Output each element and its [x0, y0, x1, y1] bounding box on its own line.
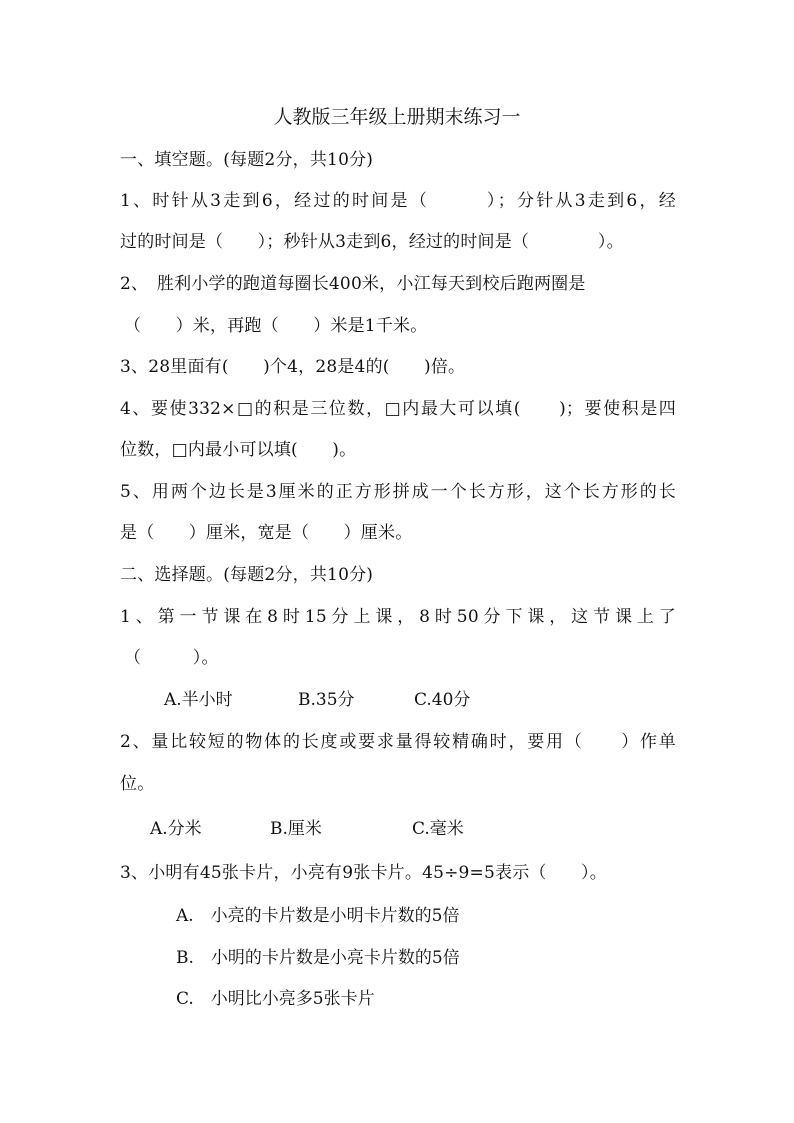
question-2-3-line-1: 3、小明有45张卡片，小亮有9张卡片。45÷9=5表示（ ）。: [120, 863, 607, 883]
question-1-2-line-2: （ ）米，再跑（ ）米是1千米。: [124, 316, 428, 336]
question-1-4-line-1: 4、要使332×□的积是三位数，□内最大可以填( )；要使积是四: [120, 399, 676, 419]
question-1-2-line-1: 2、 胜利小学的跑道每圈长400米，小江每天到校后跑两圈是: [120, 274, 586, 294]
section-2-heading: 二、选择题。(每题2分，共10分): [120, 565, 374, 585]
question-2-1-line-2: （ ）。: [124, 648, 219, 668]
section-1-heading: 一、填空题。(每题2分，共10分): [120, 150, 374, 170]
question-2-1-option-a: A.半小时: [164, 690, 233, 710]
question-2-1-option-b: B.35分: [298, 690, 355, 710]
question-2-2-line-2: 位。: [120, 774, 155, 794]
page-title: 人教版三年级上册期末练习一: [273, 106, 521, 128]
question-2-1-line-1: 1、第一节课在8时15分上课，8时50分下课，这节课上了: [120, 607, 676, 627]
question-1-5-line-1: 5、用两个边长是3厘米的正方形拼成一个长方形，这个长方形的长: [120, 482, 676, 502]
question-1-5-line-2: 是（ ）厘米，宽是（ ）厘米。: [120, 523, 413, 543]
question-1-4-line-2: 位数，□内最小可以填( )。: [120, 440, 357, 460]
question-2-3-option-a: A. 小亮的卡片数是小明卡片数的5倍: [176, 906, 460, 926]
question-2-1-option-c: C.40分: [414, 690, 471, 710]
question-1-3: 3、28里面有( )个4，28是4的( )倍。: [120, 357, 466, 377]
question-2-3-option-b: B. 小明的卡片数是小亮卡片数的5倍: [176, 948, 460, 968]
question-2-2-option-a: A.分米: [150, 819, 202, 839]
question-1-1-line-2: 过的时间是（ ）；秒针从3走到6，经过的时间是（ ）。: [120, 232, 624, 252]
question-2-3-option-c: C. 小明比小亮多5张卡片: [176, 989, 375, 1009]
question-2-2-option-b: B.厘米: [270, 819, 322, 839]
question-2-2-line-1: 2、量比较短的物体的长度或要求量得较精确时，要用（ ）作单: [120, 732, 676, 752]
question-2-2-option-c: C.毫米: [412, 819, 464, 839]
question-1-1-line-1: 1、时针从3走到6，经过的时间是（ ）；分针从3走到6，经: [120, 191, 676, 211]
